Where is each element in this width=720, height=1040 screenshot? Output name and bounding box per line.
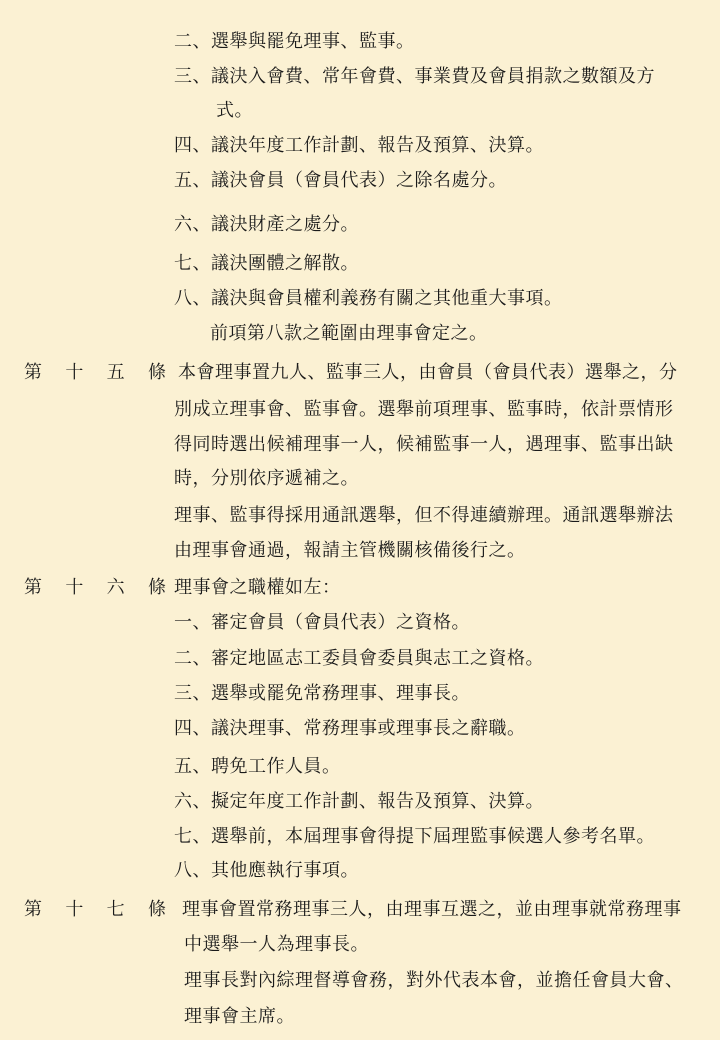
article-16-label: 第 十 六 條 bbox=[24, 577, 166, 598]
article-17-line: 理事會置常務理事三人，由理事互選之，並由理事就常務理事 bbox=[182, 899, 682, 920]
item-line: 六、議決財產之處分。 bbox=[174, 214, 359, 235]
article-15-line: 別成立理事會、監事會。選舉前項理事、監事時，依計票情形 bbox=[174, 399, 674, 420]
article-15-line: 時，分別依序遞補之。 bbox=[174, 468, 359, 489]
item-line: 式。 bbox=[216, 100, 253, 121]
item-line: 二、選舉與罷免理事、監事。 bbox=[174, 31, 415, 52]
item-line: 四、議決年度工作計劃、報告及預算、決算。 bbox=[174, 135, 544, 156]
article-15-line: 得同時選出候補理事一人，候補監事一人，遇理事、監事出缺 bbox=[174, 434, 674, 455]
article-16-item: 三、選舉或罷免常務理事、理事長。 bbox=[174, 683, 470, 704]
item-line: 三、議決入會費、常年會費、事業費及會員捐款之數額及方 bbox=[174, 66, 655, 87]
article-16-item: 四、議決理事、常務理事或理事長之辭職。 bbox=[174, 718, 526, 739]
item-line: 八、議決與會員權利義務有關之其他重大事項。 bbox=[174, 288, 563, 309]
article-16-item: 二、審定地區志工委員會委員與志工之資格。 bbox=[174, 648, 544, 669]
article-16-item: 八、其他應執行事項。 bbox=[174, 860, 359, 881]
article-15-line: 理事、監事得採用通訊選舉，但不得連續辦理。通訊選舉辦法 bbox=[174, 505, 674, 526]
article-17-line: 理事會主席。 bbox=[184, 1006, 295, 1027]
article-16-item: 五、聘免工作人員。 bbox=[174, 756, 341, 777]
item-line: 五、議決會員（會員代表）之除名處分。 bbox=[174, 170, 507, 191]
article-15-line: 本會理事置九人、監事三人，由會員（會員代表）選舉之，分 bbox=[178, 362, 678, 383]
article-17-line: 中選舉一人為理事長。 bbox=[184, 934, 369, 955]
article-17-line: 理事長對內綜理督導會務，對外代表本會，並擔任會員大會、 bbox=[184, 970, 684, 991]
article-16-item: 六、擬定年度工作計劃、報告及預算、決算。 bbox=[174, 791, 544, 812]
article-16-item: 七、選舉前，本屆理事會得提下屆理監事候選人參考名單。 bbox=[174, 826, 655, 847]
item-line: 七、議決團體之解散。 bbox=[174, 253, 359, 274]
article-16-intro: 理事會之職權如左： bbox=[174, 577, 341, 598]
article-15-label: 第 十 五 條 bbox=[24, 362, 166, 383]
article-16-item: 一、審定會員（會員代表）之資格。 bbox=[174, 612, 470, 633]
article-15-line: 由理事會通過，報請主管機關核備後行之。 bbox=[174, 540, 526, 561]
note-line: 前項第八款之範圍由理事會定之。 bbox=[210, 323, 488, 344]
article-17-label: 第 十 七 條 bbox=[24, 899, 166, 920]
